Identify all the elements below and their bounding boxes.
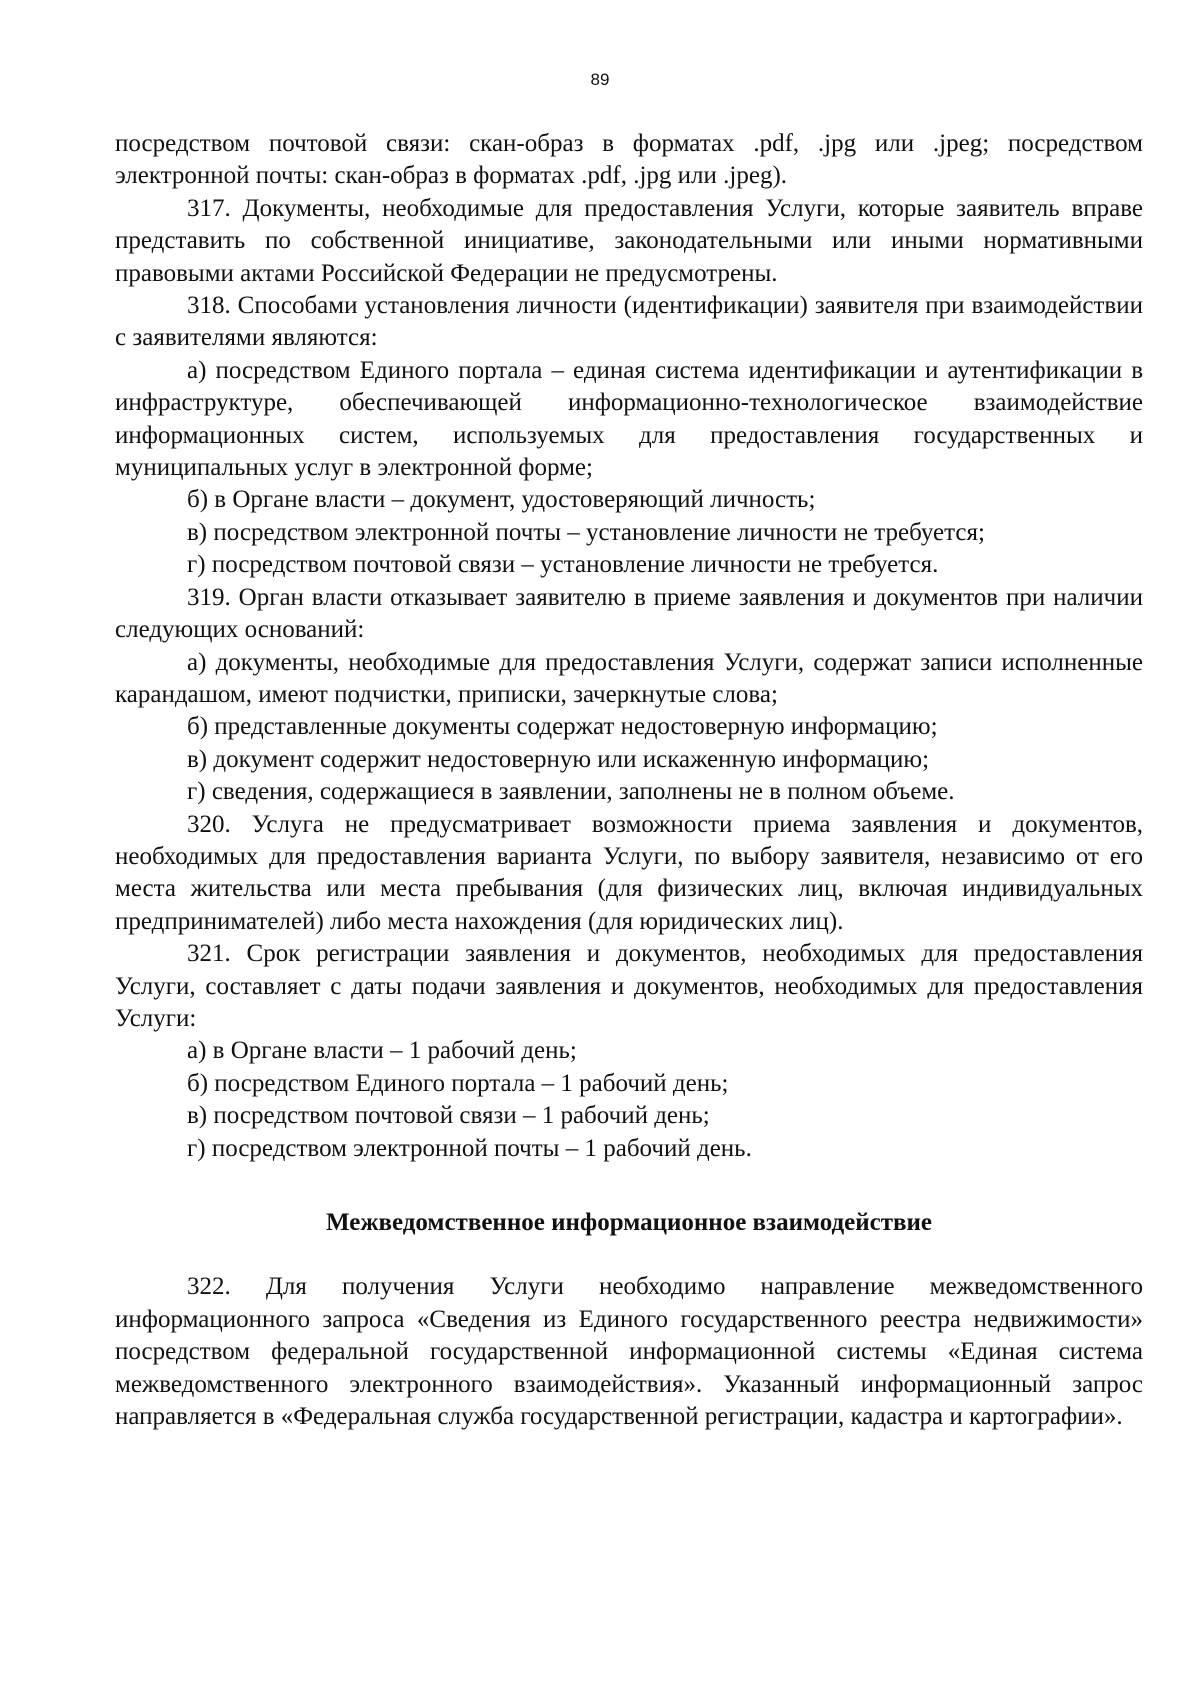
section-heading: Межведомственное информационное взаимодействие	[326, 1209, 932, 1236]
list-item-319-g: г) сведения, содержащиеся в заявлении, заполнены не в полном объеме.	[187, 778, 955, 806]
list-item-318-v: в) посредством электронной почты – установление личности не требуется;	[187, 518, 985, 546]
paragraph-317: 317. Документы, необходимые для предоставления Услуги, которые заявитель вправе представить по собственной инициативе, законодательными или иными нормативными правовыми актами Российской Федерации не предусмотрены.	[115, 194, 1143, 287]
paragraph-320: 320. Услуга не предусматривает возможности приема заявления и документов, необходимых для предоставления варианта Услуги, по выбору заявителя, независимо от его места жительства или места пребывания (для физических лиц, включая индивидуальных предпринимателей) либо места нахождения (для юридических лиц).	[115, 810, 1143, 935]
list-item-319-a: а) документы, необходимые для предоставления Услуги, содержат записи исполненные карандашом, имеют подчистки, приписки, зачеркнутые слова;	[115, 648, 1143, 708]
page-number: 89	[590, 70, 610, 89]
paragraph-321: 321. Срок регистрации заявления и документов, необходимых для предоставления Услуги, составляет с даты подачи заявления и документов, необходимых для предоставления Услуги:	[115, 940, 1143, 1032]
list-item-319-v: в) документ содержит недостоверную или искаженную информацию;	[187, 745, 930, 773]
list-item-321-a: а) в Органе власти – 1 рабочий день;	[187, 1037, 577, 1065]
list-item-318-a: а) посредством Единого портала – единая система идентификации и аутентификации в инфраструктуре, обеспечивающей информационно-технологическое взаимодействие информационных систем, используемых для предоставления государственных и муниципальных услуг в электронной форме;	[115, 356, 1143, 482]
list-item-318-g: г) посредством почтовой связи – установление личности не требуется.	[187, 551, 939, 579]
list-item-318-b: б) в Органе власти – документ, удостоверяющий личность;	[187, 486, 816, 514]
list-item-321-b: б) посредством Единого портала – 1 рабочий день;	[187, 1069, 729, 1097]
paragraph-318: 318. Способами установления личности (идентификации) заявителя при взаимодействии с заявителями являются:	[115, 292, 1143, 352]
list-item-319-b: б) представленные документы содержат недостоверную информацию;	[187, 713, 938, 741]
list-item-321-v: в) посредством почтовой связи – 1 рабочий день;	[187, 1102, 710, 1130]
document-body	[115, 128, 1143, 1433]
paragraph-continuation: посредством почтовой связи: скан-образ в форматах .pdf, .jpg или .jpeg; посредством электронной почты: скан-образ в форматах .pdf, .jpg или .jpeg).	[115, 130, 1143, 190]
paragraph-322: 322. Для получения Услуги необходимо направление межведомственного информационного запроса «Сведения из Единого государственного реестра недвижимости» посредством федеральной государственной информационной системы «Единая система межведомственного электронного взаимодействия». Указанный информационный запрос направляется в «Федеральная служба государственной регистрации, кадастра и картографии».	[115, 1273, 1143, 1431]
list-item-321-g: г) посредством электронной почты – 1 рабочий день.	[187, 1134, 752, 1162]
paragraph-319: 319. Орган власти отказывает заявителю в приеме заявления и документов при наличии следующих оснований:	[115, 583, 1143, 644]
